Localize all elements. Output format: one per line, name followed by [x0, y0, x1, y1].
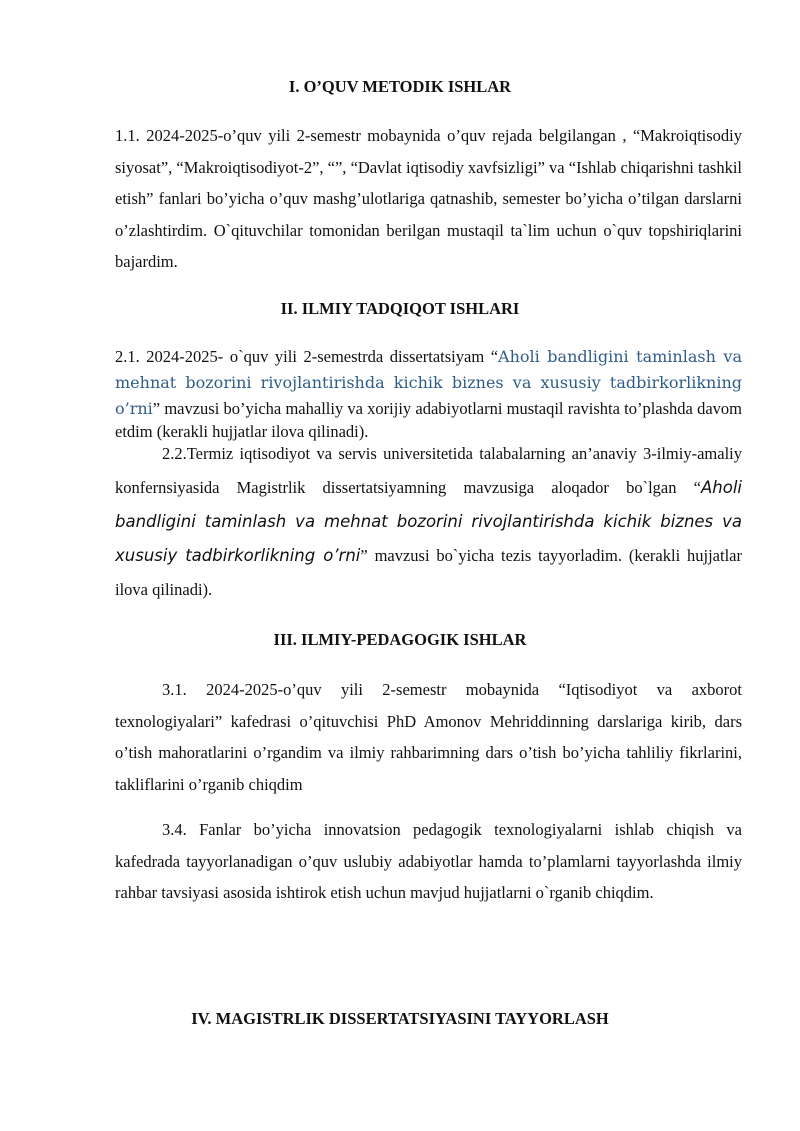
paragraph-3-4: 3.4. Fanlar bo’yicha innovatsion pedagogik texnologiyalarni ishlab chiqish va kafedrada tayyorlanadigan o’quv uslubiy adabiyotlar hamda to’plamlarni tayyorlashda ilmiy rahbar tavsiyasi asosida ishtirok etish uchun mavjud hujjatlarni o`rganib chiqdim.	[115, 820, 742, 902]
section-heading-4: IV. MAGISTRLIK DISSERTATSIYASINI TAYYORLASH	[191, 1009, 609, 1028]
thesis-theme-title: Aholi bandligini taminlash va mehnat bozorini rivojlantirishda kichik biznes va xususiy tadbirkorlikning o’rni	[115, 478, 742, 565]
paragraph-1-1: 1.1. 2024-2025-o’quv yili 2-semestr mobaynida o’quv rejada belgilangan , “Makroiqtisodiy siyosat”, “Makroiqtisodiyot-2”, “”, “Davlat iqtisodiy xavfsizligi” va “Ishlab chiqarishni tashkil etish” fanlari bo’yicha o’quv mashg’ulotlariga qatnashib, semester bo’yicha o’tilgan darslarni o’zlashtirdim. O`qituvchilar tomonidan berilgan mustaqil ta`lim uchun o`quv topshiriqlarini bajardim.	[115, 126, 742, 271]
paragraph-2-2-lead: 2.2.Termiz iqtisodiyot va servis universitetida talabalarning an’anaviy 3-ilmiy-amaliy konfernsiyasida Magistrlik dissertatsiyamning mavzusiga aloqador bo`lgan “	[115, 444, 742, 497]
dissertation-theme-title: Aholi bandligini taminlash va mehnat bozorini rivojlantirishda kichik biznes va xususiy tadbirkorlikning o’rni	[115, 347, 742, 418]
paragraph-2-1-tail: ” mavzusi bo’yicha mahalliy va xorijiy adabiyotlarni mustaqil ravishta to’plashda davom etdim (kerakli hujjatlar ilova qilinadi).	[115, 399, 742, 441]
paragraph-2-1	[115, 344, 742, 442]
section-heading-3: III. ILMIY-PEDAGOGIK ISHLAR	[273, 630, 527, 649]
paragraph-2-1-lead: 2.1. 2024-2025- o`quv yili 2-semestrda dissertatsiyam “	[115, 347, 499, 366]
paragraph-2-2-tail: ” mavzusi bo`yicha tezis tayyorladim. (kerakli hujjatlar ilova qilinadi).	[115, 546, 742, 599]
paragraph-2-2	[115, 437, 742, 607]
paragraph-3-1: 3.1. 2024-2025-o’quv yili 2-semestr mobaynida “Iqtisodiyot va axborot texnologiyalari” kafedrasi o’qituvchisi PhD Amonov Mehriddinning darslariga kirib, dars o’tish mahoratlarini o’rgandim va ilmiy rahbarimning dars o’tish bo’yicha tahliliy fikrlarini, takliflarini o’rganib chiqdim	[115, 680, 742, 794]
section-heading-2: II. ILMIY TADQIQOT ISHLARI	[280, 299, 520, 318]
section-heading-1: I. O’QUV METODIK ISHLAR	[288, 77, 512, 96]
